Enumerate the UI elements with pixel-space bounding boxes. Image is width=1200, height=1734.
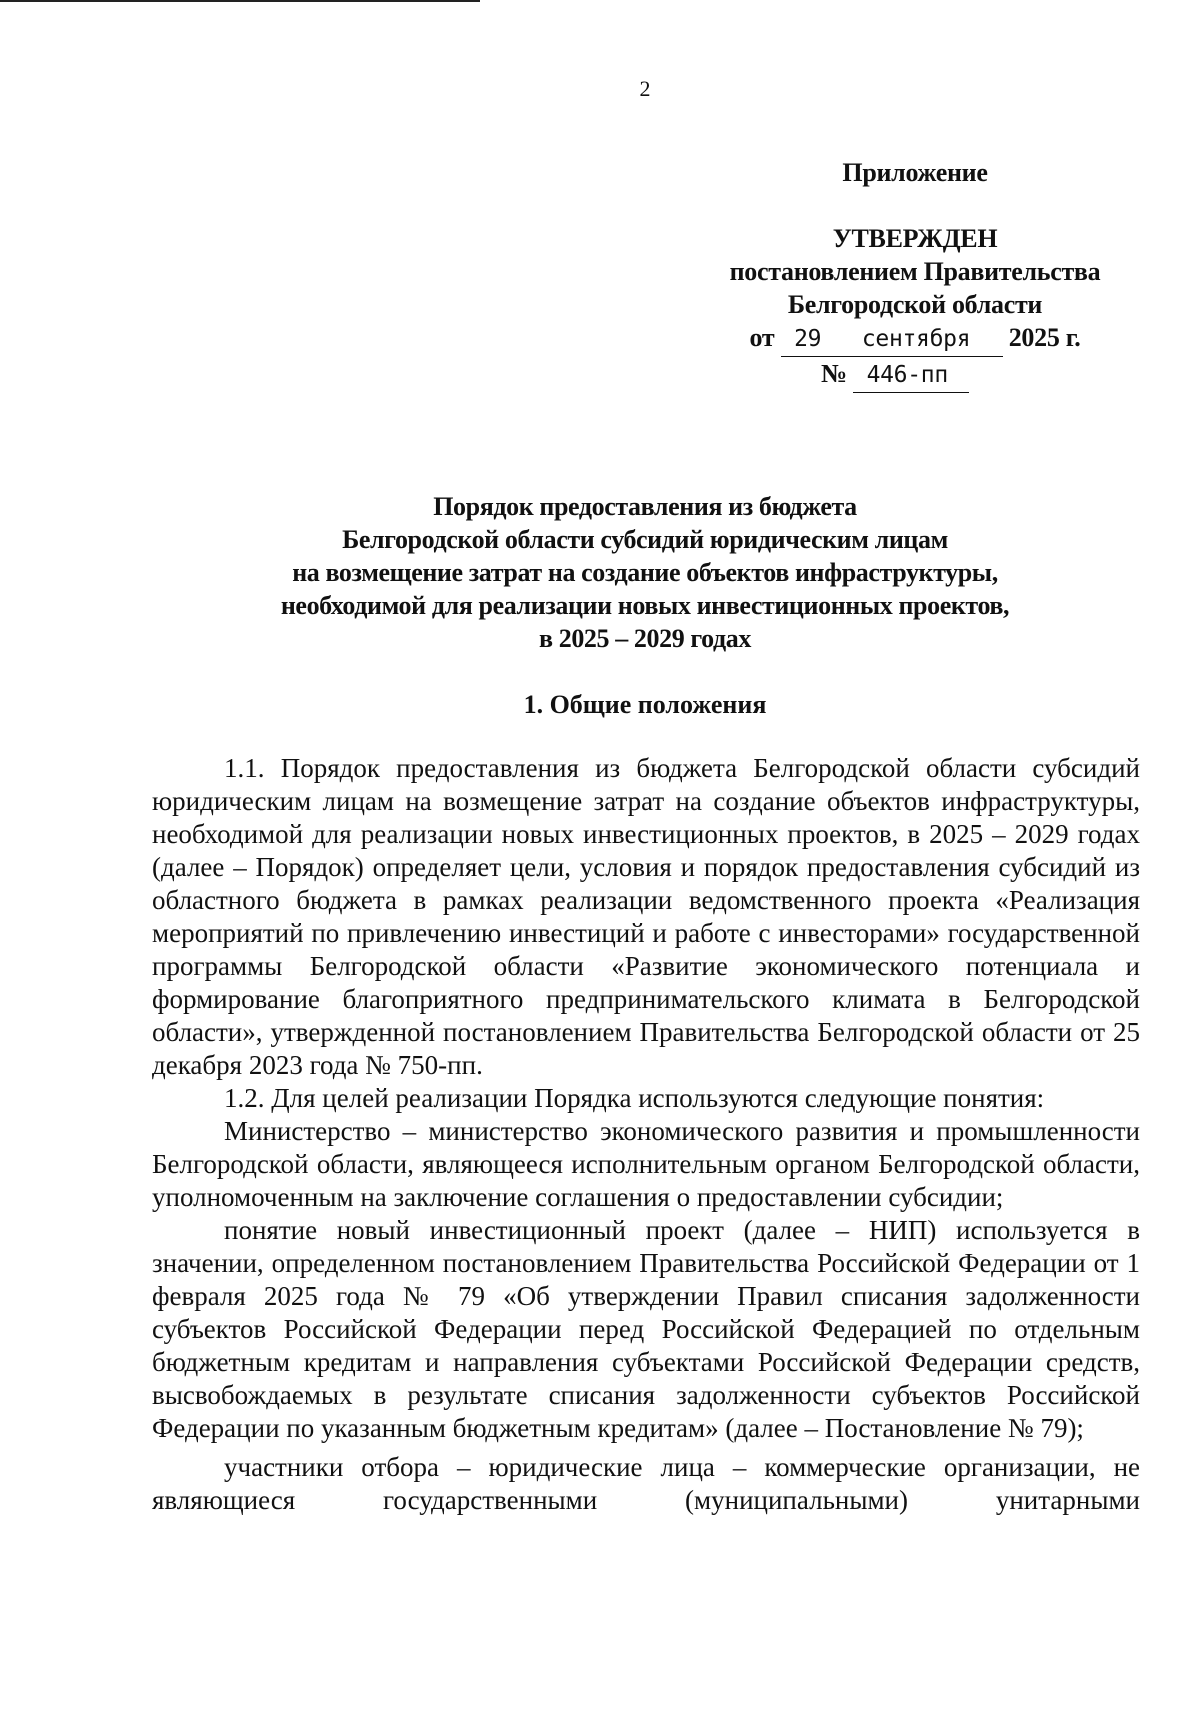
title-line: Порядок предоставления из бюджета	[433, 492, 857, 521]
date-prefix: от	[749, 323, 775, 352]
title-line: в 2025 – 2029 годах	[538, 624, 751, 653]
paragraph: 1.2. Для целей реализации Порядка используются следующие понятия:	[224, 1083, 1045, 1113]
title-line: необходимой для реализации новых инвестиционных проектов,	[280, 591, 1010, 620]
paragraph: участники отбора – юридические лица – коммерческие организации, не являющиеся государственными (муниципальными) унитарными	[152, 1452, 1140, 1515]
page-number: 2	[639, 76, 651, 101]
approval-block	[700, 222, 1130, 393]
approved-label: УТВЕРЖДЕН	[832, 224, 998, 253]
approval-date	[700, 321, 1130, 357]
scan-top-line	[0, 0, 480, 2]
paragraph: понятие новый инвестиционный проект (далее – НИП) используется в значении, определенном постановлением Правительства Российской Федерации от 1 февраля 2025 года № 79 «Об утверждении Правил списания задолженности субъектов Российской Федерации перед Российской Федерацией по отдельным бюджетным кредитам и направления субъектами Российской Федерации средств, высвобождаемых в результате списания задолженности субъектов Российской Федерации по указанным бюджетным кредитам» (далее – Постановление № 79);	[152, 1215, 1140, 1443]
approval-line-2: Белгородской области	[787, 290, 1043, 319]
date-month: сентября	[861, 326, 971, 352]
date-day-month	[781, 323, 1003, 357]
title-line: на возмещение затрат на создание объектов инфраструктуры,	[292, 558, 998, 587]
approval-line-1: постановлением Правительства	[729, 257, 1101, 286]
number-value: 446-пп	[866, 362, 948, 388]
date-day: 29	[794, 326, 822, 352]
number-value-field	[853, 359, 969, 393]
date-year: 2025 г.	[1008, 323, 1081, 352]
body-text	[152, 752, 1140, 1517]
section-heading: 1. Общие положения	[523, 690, 767, 719]
number-prefix: №	[820, 359, 847, 388]
title-line: Белгородской области субсидий юридическим лицам	[342, 525, 948, 554]
paragraph: Министерство – министерство экономического развития и промышленности Белгородской области, являющееся исполнительным органом Белгородской области, уполномоченным на заключение соглашения о предоставлении субсидии;	[152, 1116, 1140, 1212]
appendix-label: Приложение	[842, 158, 988, 187]
document-title	[0, 490, 1200, 655]
paragraph: 1.1. Порядок предоставления из бюджета Белгородской области субсидий юридическим лицам на возмещение затрат на создание объектов инфраструктуры, необходимой для реализации новых инвестиционных проектов, в 2025 – 2029 годах (далее – Порядок) определяет цели, условия и порядок предоставления субсидий из областного бюджета в рамках реализации ведомственного проекта «Реализация мероприятий по привлечению инвестиций и работе с инвесторами» государственной программы Белгородской области «Развитие экономического потенциала и формирование благоприятного предпринимательского климата в Белгородской области», утвержденной постановлением Правительства Белгородской области от 25 декабря 2023 года № 750-пп.	[152, 753, 1140, 1080]
approval-number	[700, 357, 1130, 393]
